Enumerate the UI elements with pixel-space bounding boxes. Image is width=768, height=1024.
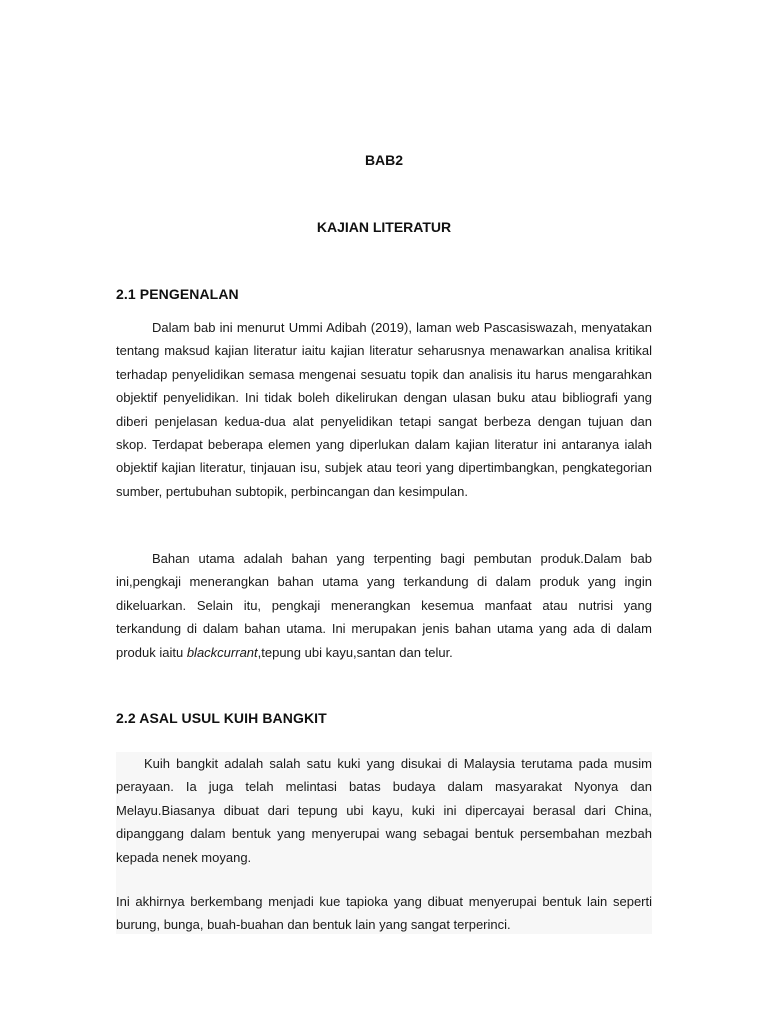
section-heading-pengenalan: 2.1 PENGENALAN	[116, 286, 239, 302]
section-heading-asal-usul: 2.2 ASAL USUL KUIH BANGKIT	[116, 710, 327, 726]
paragraph-text-end: ,tepung ubi kayu,santan dan telur.	[257, 644, 453, 660]
paragraph-asal-usul-2: Ini akhirnya berkembang menjadi kue tapioka yang dibuat menyerupai bentuk lain seperti burung, bunga, buah-buahan dan bentuk lain yang sangat terperinci.	[116, 894, 652, 933]
paragraph-text-start: Bahan utama adalah bahan yang terpenting bagi pembutan produk.Dalam bab ini,pengkaji menerangkan bahan utama yang terkandung di dalam produk yang ingin dikeluarkan. Selain itu, pengkaji menerangkan kesemua manfaat atau nutrisi yang terkandung di dalam bahan utama. Ini merupakan jenis bahan utama yang ada di dalam produk iaitu	[116, 551, 652, 660]
shaded-text-block	[116, 752, 652, 934]
paragraph-pengenalan-1: Dalam bab ini menurut Ummi Adibah (2019), laman web Pascasiswazah, menyatakan tentang maksud kajian literatur iaitu kajian literatur seharusnya menawarkan analisa kritikal terhadap penyelidikan semasa mengenai sesuatu topik dan analisis itu harus mengarahkan objektif penyelidikan. Ini tidak boleh dikelirukan dengan ulasan buku atau bibliografi yang diberi penjelasan kedua-dua alat penyelidikan tetapi sangat berbeza dengan tujuan dan skop. Terdapat beberapa elemen yang diperlukan dalam kajian literatur ini antaranya ialah objektif kajian literatur, tinjauan isu, subjek atau teori yang dipertimbangkan, pengkategorian sumber, pertubuhan subtopik, perbincangan dan kesimpulan.	[116, 320, 652, 499]
paragraph-pengenalan-2	[116, 547, 652, 664]
chapter-title: KAJIAN LITERATUR	[316, 219, 452, 235]
italic-term: blackcurrant	[186, 644, 258, 660]
paragraph-asal-usul-1: Kuih bangkit adalah salah satu kuki yang disukai di Malaysia terutama pada musim perayaan. Ia juga telah melintasi batas budaya dalam masyarakat Nyonya dan Melayu.Biasanya dibuat dari tepung ubi kayu, kuki ini dipercayai berasal dari China, dipanggang dalam bentuk yang menyerupai wang sebagai bentuk persembahan mezbah kepada nenek moyang.	[116, 756, 652, 865]
chapter-number: BAB2	[364, 152, 404, 168]
